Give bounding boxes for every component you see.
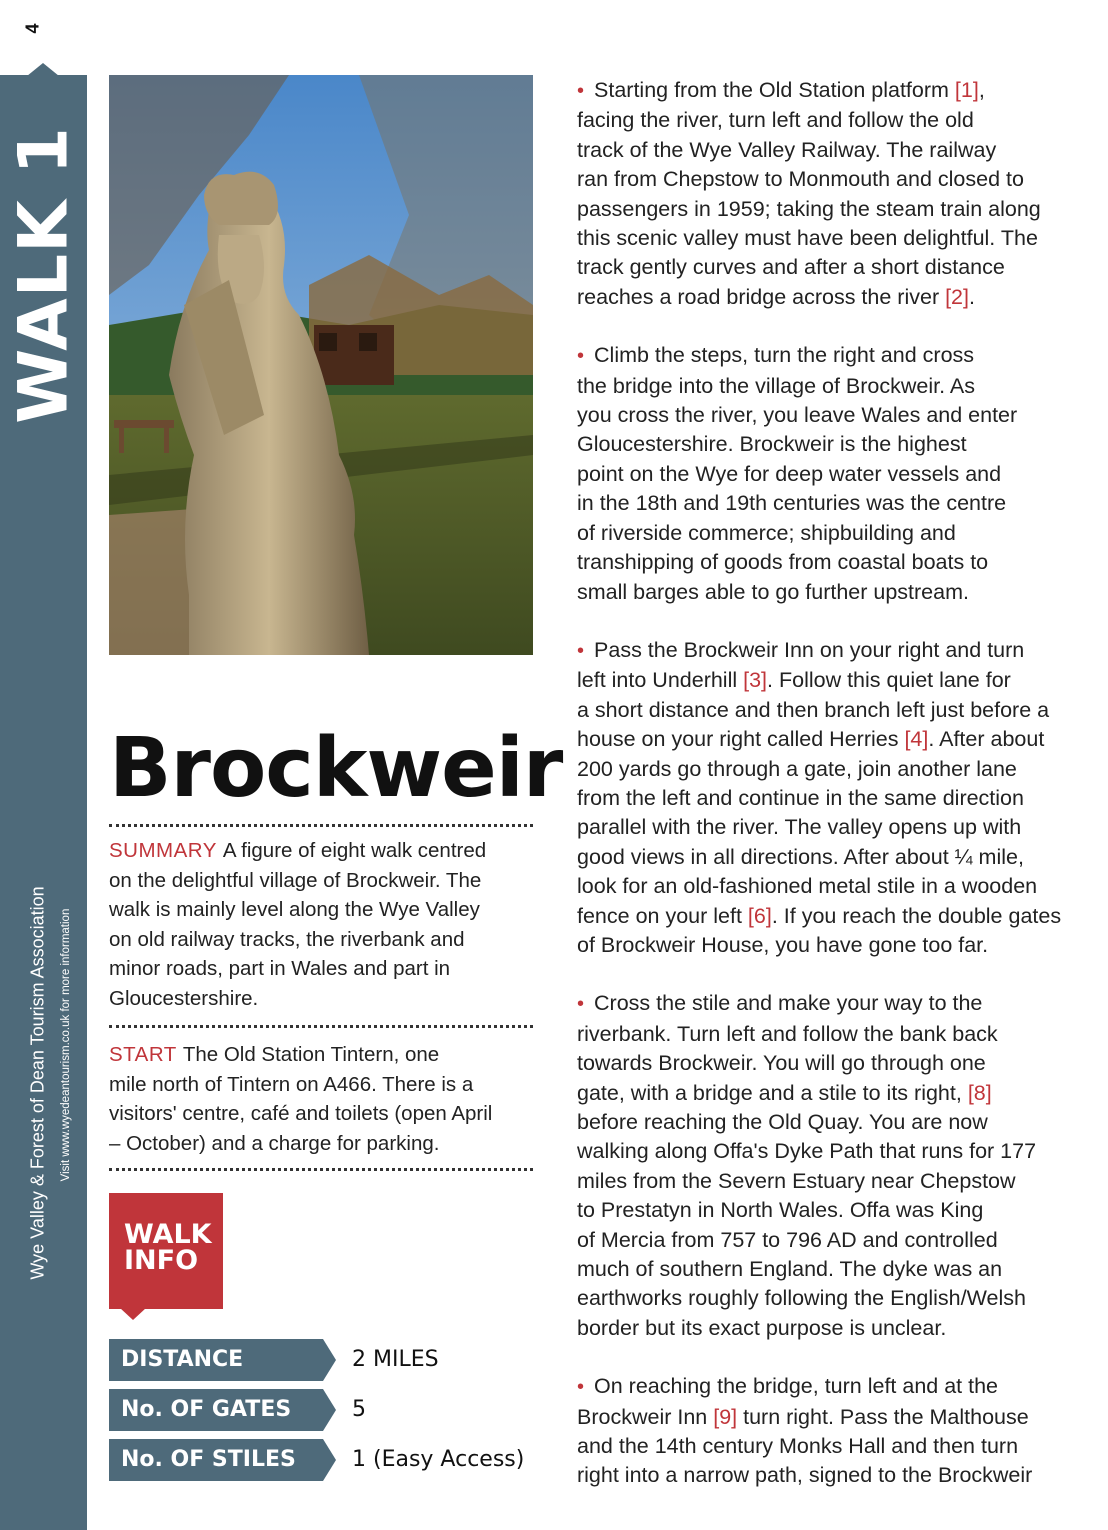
- direction-line: [577, 1110, 988, 1134]
- direction-line: [577, 403, 1017, 427]
- direction-text: On reaching the bridge, turn left and at the: [594, 1374, 999, 1399]
- summary-line: on the delightful village of Brockweir. The: [109, 868, 482, 892]
- direction-line: [577, 580, 969, 604]
- direction-line: [577, 1434, 1018, 1458]
- direction-text: much of southern England. The dyke was an: [577, 1257, 1003, 1282]
- direction-text: track gently curves and after a short distance: [577, 255, 1005, 280]
- direction-text: parallel with the river. The valley opens up with: [577, 815, 1022, 840]
- walk-directions: [577, 76, 1067, 1520]
- map-reference: [3]: [743, 668, 768, 693]
- direction-text: transhipping of goods from coastal boats to: [577, 550, 989, 575]
- direction-line: [577, 138, 996, 162]
- direction-text: house on your right called Herries: [577, 727, 905, 752]
- direction-line: [577, 1051, 986, 1075]
- direction-line: [577, 1286, 1026, 1310]
- statue-photo: [109, 75, 533, 655]
- bullet-icon: •: [577, 1376, 585, 1399]
- start-label: START: [109, 1043, 177, 1066]
- direction-line: [577, 904, 1061, 928]
- direction-line: [577, 786, 1024, 810]
- direction-line: [577, 815, 1021, 839]
- map-reference: [6]: [747, 903, 772, 928]
- direction-line: [577, 757, 1017, 781]
- direction-line: [577, 1374, 998, 1398]
- direction-text: gate, with a bridge and a stile to its right,: [577, 1080, 968, 1105]
- direction-text: facing the river, turn left and follow the old: [577, 108, 974, 133]
- direction-text: border but its exact purpose is unclear.: [577, 1315, 947, 1340]
- direction-text: of Mercia from 757 to 796 AD and controlled: [577, 1227, 998, 1252]
- badge-notch: [120, 1308, 146, 1320]
- map-reference: [2]: [945, 284, 969, 309]
- direction-text: Climb the steps, turn the right and cross: [594, 343, 975, 368]
- direction-text: miles from the Severn Estuary near Chepstow: [577, 1168, 1016, 1193]
- direction-line: [577, 638, 1024, 662]
- direction-line: [577, 874, 1037, 898]
- summary-label: SUMMARY: [109, 839, 217, 862]
- direction-line: [577, 78, 985, 102]
- direction-line: [577, 1405, 1029, 1429]
- page-number: 4: [22, 23, 43, 34]
- bullet-icon: •: [577, 80, 585, 102]
- direction-text: Brockweir Inn: [577, 1404, 714, 1429]
- direction-text: . After about: [928, 727, 1045, 752]
- map-reference: [1]: [954, 78, 979, 102]
- direction-text: towards Brockweir. You will go through one: [577, 1051, 986, 1076]
- direction-text: track of the Wye Valley Railway. The railway: [577, 137, 997, 162]
- direction-step: [577, 1372, 1067, 1491]
- direction-text: Cross the stile and make your way to the: [594, 991, 983, 1016]
- direction-text: a short distance and then branch left just before a: [577, 697, 1050, 722]
- direction-line: [577, 933, 988, 957]
- direction-text: . Follow this quiet lane for: [767, 668, 1011, 693]
- direction-text: look for an old-fashioned metal stile in a wooden: [577, 874, 1038, 899]
- walk-info-badge-text: [124, 1219, 212, 1276]
- direction-text: this scenic valley must have been delightful. The: [577, 226, 1038, 251]
- summary-line: on old railway tracks, the riverbank and: [109, 927, 465, 951]
- divider: [109, 1168, 533, 1171]
- direction-text: reaches a road bridge across the river: [577, 284, 946, 309]
- info-row-distance: [109, 1339, 539, 1381]
- direction-text: point on the Wye for deep water vessels and: [577, 461, 1002, 486]
- badge-line: WALK: [124, 1219, 212, 1250]
- direction-line: [577, 462, 1001, 486]
- direction-text: fence on your left: [577, 903, 748, 928]
- direction-line: [577, 550, 988, 574]
- direction-line: [577, 1198, 983, 1222]
- direction-line: [577, 197, 1041, 221]
- info-value: 5: [352, 1397, 366, 1422]
- direction-text: you cross the river, you leave Wales and enter: [577, 403, 1018, 428]
- direction-line: [577, 255, 1005, 279]
- direction-text: earthworks roughly following the English/Welsh: [577, 1286, 1026, 1311]
- divider: [109, 824, 533, 827]
- direction-text: .: [968, 284, 975, 309]
- map-reference: [4]: [904, 727, 929, 752]
- direction-text: the bridge into the village of Brockweir. As: [577, 373, 975, 398]
- summary-line: minor roads, part in Wales and part in: [109, 957, 451, 980]
- summary-line: Gloucestershire.: [109, 986, 259, 1010]
- direction-line: [577, 1228, 998, 1252]
- direction-line: [577, 432, 967, 456]
- direction-line: [577, 374, 975, 398]
- direction-line: [577, 1257, 1002, 1281]
- direction-text: left into Underhill: [577, 668, 744, 693]
- direction-text: walking along Offa's Dyke Path that runs for 177: [577, 1139, 1037, 1164]
- walk-label: WALK 1: [4, 126, 84, 424]
- info-row-gates: [109, 1389, 539, 1431]
- direction-step: [577, 341, 1067, 607]
- start-line: – October) and a charge for parking.: [109, 1131, 440, 1155]
- direction-text: Starting from the Old Station platform: [594, 78, 955, 102]
- summary-paragraph: [109, 836, 539, 1013]
- direction-line: [577, 1169, 1016, 1193]
- map-reference: [8]: [967, 1080, 992, 1105]
- direction-text: Gloucestershire. Brockweir is the highest: [577, 432, 967, 457]
- sidebar: [0, 75, 87, 1530]
- direction-line: [577, 343, 974, 367]
- direction-text: of Brockweir House, you have gone too far.: [577, 932, 989, 957]
- direction-text: from the left and continue in the same direction: [577, 785, 1024, 810]
- direction-line: [577, 845, 1024, 869]
- direction-line: [577, 167, 1024, 191]
- direction-text: of riverside commerce; shipbuilding and: [577, 520, 956, 545]
- direction-text: turn right. Pass the Malthouse: [737, 1404, 1029, 1429]
- bullet-icon: •: [577, 993, 585, 1016]
- direction-text: good views in all directions. After about ¼ mile,: [577, 844, 1024, 869]
- summary-line: A figure of eight walk centred: [222, 839, 487, 862]
- start-line: The Old Station Tintern, one: [182, 1043, 440, 1066]
- direction-text: right into a narrow path, signed to the Brockweir: [577, 1463, 1033, 1488]
- summary-line: walk is mainly level along the Wye Valley: [109, 898, 480, 921]
- direction-step: [577, 989, 1067, 1343]
- direction-line: [577, 1022, 998, 1046]
- info-label: No. OF STILES: [109, 1439, 323, 1481]
- bullet-icon: •: [577, 345, 585, 368]
- direction-text: and the 14th century Monks Hall and then turn: [577, 1434, 1019, 1459]
- direction-line: [577, 1463, 1032, 1487]
- start-paragraph: [109, 1040, 539, 1158]
- info-label: No. OF GATES: [109, 1389, 323, 1431]
- direction-text: passengers in 1959; taking the steam train along: [577, 196, 1041, 221]
- direction-line: [577, 108, 974, 132]
- direction-text: before reaching the Old Quay. You are now: [577, 1110, 988, 1134]
- info-label: DISTANCE: [109, 1339, 323, 1381]
- page-title: Brockweir: [109, 721, 563, 816]
- badge-line: INFO: [124, 1245, 199, 1276]
- direction-line: [577, 698, 1049, 722]
- direction-line: [577, 521, 956, 545]
- divider: [109, 1025, 533, 1028]
- info-row-stiles: [109, 1439, 539, 1481]
- info-arrow: [323, 1439, 336, 1481]
- start-line: mile north of Tintern on A466. There is a: [109, 1072, 474, 1096]
- info-arrow: [323, 1339, 336, 1381]
- association-text: Wye Valley & Forest of Dean Tourism Association: [27, 886, 48, 1280]
- direction-text: small barges able to go further upstream.: [577, 579, 969, 604]
- direction-line: [577, 668, 1011, 692]
- direction-line: [577, 1139, 1036, 1163]
- info-arrow: [323, 1389, 336, 1431]
- direction-text: ran from Chepstow to Monmouth and closed to: [577, 167, 1024, 192]
- direction-line: [577, 1316, 946, 1340]
- direction-step: [577, 76, 1067, 312]
- direction-text: 200 yards go through a gate, join another lane: [577, 756, 1017, 781]
- website-text: Visit www.wyedeantourism.co.uk for more information: [60, 908, 72, 1182]
- start-line: visitors' centre, café and toilets (open April: [109, 1102, 493, 1125]
- direction-text: riverbank. Turn left and follow the bank back: [577, 1021, 998, 1046]
- info-value: 1 (Easy Access): [352, 1447, 525, 1472]
- direction-text: to Prestatyn in North Wales. Offa was King: [577, 1198, 984, 1223]
- direction-text: Pass the Brockweir Inn on your right and turn: [594, 637, 1025, 662]
- direction-line: [577, 226, 1038, 250]
- bullet-icon: •: [577, 639, 585, 662]
- direction-line: [577, 285, 975, 309]
- map-reference: [9]: [713, 1404, 738, 1429]
- direction-line: [577, 991, 982, 1015]
- info-value: 2 MILES: [352, 1347, 439, 1372]
- direction-text: . If you reach the double gates: [771, 903, 1062, 928]
- direction-line: [577, 727, 1044, 751]
- direction-line: [577, 491, 1006, 515]
- direction-step: [577, 636, 1067, 960]
- direction-text: ,: [978, 78, 985, 102]
- direction-text: in the 18th and 19th centuries was the centre: [577, 491, 1007, 516]
- direction-line: [577, 1081, 992, 1105]
